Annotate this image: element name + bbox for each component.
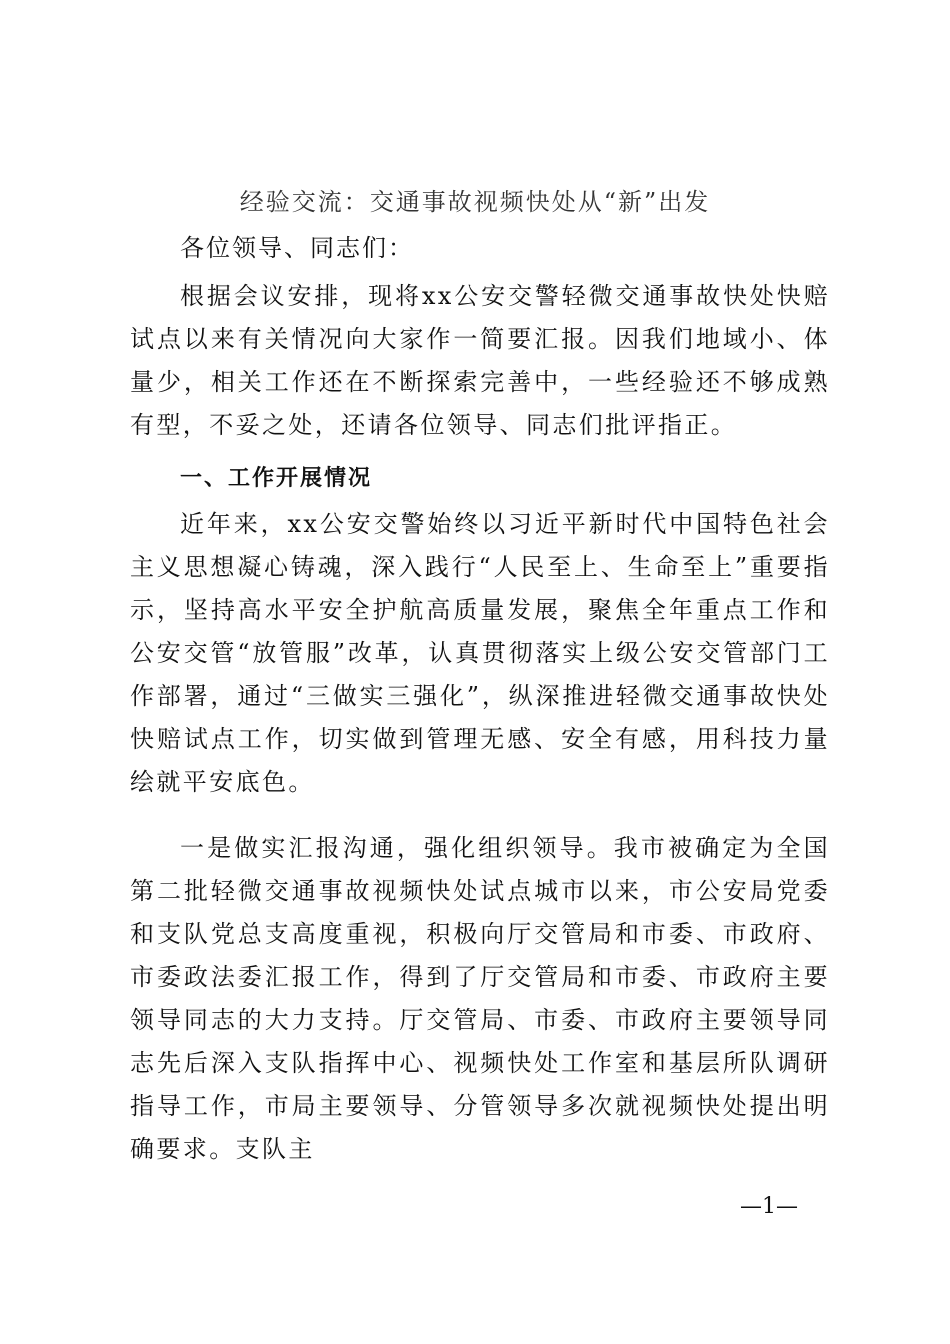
page-number: —1— [740,1194,798,1219]
document-title: 经验交流：交通事故视频快处从“新”出发 [239,188,711,216]
intro-paragraph: 根据会议安排，现将xx公安交警轻微交通事故快处快赔试点以来有关情况向大家作一简要汇报。因我们地域小、体量少，相关工作还在不断探索完善中，一些经验还不够成熟有型，不妥之处，还请各位领导、同志们批评指正。 [130,282,830,439]
section-heading: 一、工作开展情况 [180,466,373,491]
body-paragraph: 一是做实汇报沟通，强化组织领导。我市被确定为全国第二批轻微交通事故视频快处试点城市以来，市公安局党委和支队党总支高度重视，积极向厅交管局和市委、市政府、市委政法委汇报工作，得到了厅交管局和市委、市政府主要领导同志的大力支持。厅交管局、市委、市政府主要领导同志先后深入支队指挥中心、视频快处工作室和基层所队调研指导工作，市局主要领导、分管领导多次就视频快处提出明确要求。支队主 [130,834,830,1163]
body-paragraph: 近年来，xx公安交警始终以习近平新时代中国特色社会主义思想凝心铸魂，深入践行“人民至上、生命至上”重要指示，坚持高水平安全护航高质量发展，聚焦全年重点工作和公安交管“放管服”改革，认真贯彻落实上级公安交管部门工作部署，通过“三做实三强化”，纵深推进轻微交通事故快处快赔试点工作，切实做到管理无感、安全有感，用科技力量绘就平安底色。 [130,510,830,796]
salutation: 各位领导、同志们： [180,234,414,262]
